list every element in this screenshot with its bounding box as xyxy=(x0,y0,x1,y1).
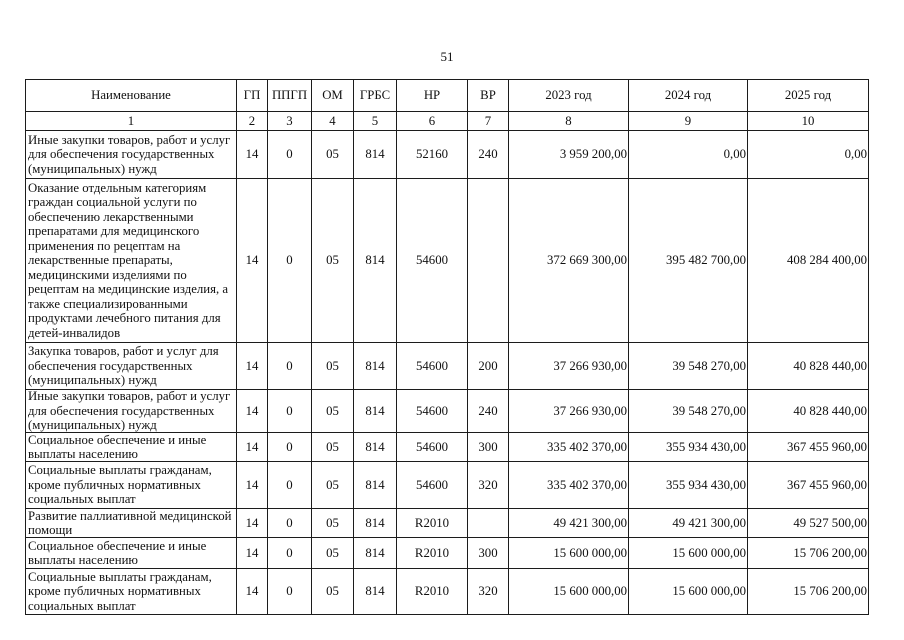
cell-2025: 367 455 960,00 xyxy=(748,462,869,509)
column-number: 4 xyxy=(312,112,354,131)
cell-grbs: 814 xyxy=(354,433,397,462)
cell-om: 05 xyxy=(312,569,354,615)
cell-name: Иные закупки товаров, работ и услуг для обеспечения государственных (муниципальных) нужд xyxy=(26,390,237,433)
cell-ppgp: 0 xyxy=(268,433,312,462)
cell-name: Оказание отдельным категориям граждан социальной услуги по обеспечению лекарственными препаратами для медицинского применения по рецептам на лекарственные препараты, медицинскими изделиями по рецептам на медицинские изделия, а также специализированными продуктами лечебного питания для детей-инвалидов xyxy=(26,179,237,343)
cell-2023: 335 402 370,00 xyxy=(509,462,629,509)
cell-name: Социальные выплаты гражданам, кроме публичных нормативных социальных выплат xyxy=(26,569,237,615)
cell-2024: 355 934 430,00 xyxy=(629,433,748,462)
column-number: 7 xyxy=(468,112,509,131)
cell-nr: R2010 xyxy=(397,538,468,569)
column-header-2024: 2024 год xyxy=(629,80,748,112)
column-header-2025: 2025 год xyxy=(748,80,869,112)
column-number: 8 xyxy=(509,112,629,131)
column-number: 6 xyxy=(397,112,468,131)
cell-grbs: 814 xyxy=(354,179,397,343)
cell-grbs: 814 xyxy=(354,343,397,390)
cell-om: 05 xyxy=(312,179,354,343)
cell-grbs: 814 xyxy=(354,390,397,433)
cell-vr: 300 xyxy=(468,538,509,569)
column-header-nr: НР xyxy=(397,80,468,112)
column-header-gp: ГП xyxy=(237,80,268,112)
cell-2023: 335 402 370,00 xyxy=(509,433,629,462)
cell-2024: 49 421 300,00 xyxy=(629,509,748,538)
cell-name: Развитие паллиативной медицинской помощи xyxy=(26,509,237,538)
cell-nr: 54600 xyxy=(397,343,468,390)
cell-om: 05 xyxy=(312,433,354,462)
cell-2024: 0,00 xyxy=(629,131,748,179)
cell-om: 05 xyxy=(312,343,354,390)
column-number: 2 xyxy=(237,112,268,131)
cell-name: Социальное обеспечение и иные выплаты населению xyxy=(26,433,237,462)
cell-2023: 49 421 300,00 xyxy=(509,509,629,538)
column-number: 9 xyxy=(629,112,748,131)
column-header-vr: ВР xyxy=(468,80,509,112)
cell-ppgp: 0 xyxy=(268,569,312,615)
cell-2024: 15 600 000,00 xyxy=(629,538,748,569)
cell-vr: 320 xyxy=(468,569,509,615)
cell-nr: R2010 xyxy=(397,569,468,615)
cell-2023: 15 600 000,00 xyxy=(509,538,629,569)
cell-grbs: 814 xyxy=(354,131,397,179)
cell-gp: 14 xyxy=(237,131,268,179)
cell-om: 05 xyxy=(312,462,354,509)
cell-ppgp: 0 xyxy=(268,131,312,179)
budget-table xyxy=(25,79,869,615)
cell-om: 05 xyxy=(312,538,354,569)
cell-gp: 14 xyxy=(237,509,268,538)
cell-gp: 14 xyxy=(237,390,268,433)
cell-om: 05 xyxy=(312,131,354,179)
cell-2025: 367 455 960,00 xyxy=(748,433,869,462)
column-number: 5 xyxy=(354,112,397,131)
cell-name: Закупка товаров, работ и услуг для обеспечения государственных (муниципальных) нужд xyxy=(26,343,237,390)
cell-name: Социальные выплаты гражданам, кроме публичных нормативных социальных выплат xyxy=(26,462,237,509)
cell-nr: 54600 xyxy=(397,179,468,343)
cell-gp: 14 xyxy=(237,343,268,390)
cell-2023: 15 600 000,00 xyxy=(509,569,629,615)
cell-ppgp: 0 xyxy=(268,538,312,569)
cell-2025: 40 828 440,00 xyxy=(748,390,869,433)
column-number: 3 xyxy=(268,112,312,131)
cell-nr: R2010 xyxy=(397,509,468,538)
cell-ppgp: 0 xyxy=(268,343,312,390)
cell-ppgp: 0 xyxy=(268,390,312,433)
cell-ppgp: 0 xyxy=(268,509,312,538)
cell-ppgp: 0 xyxy=(268,179,312,343)
cell-2025: 49 527 500,00 xyxy=(748,509,869,538)
cell-gp: 14 xyxy=(237,179,268,343)
column-header-om: ОМ xyxy=(312,80,354,112)
cell-vr: 240 xyxy=(468,131,509,179)
cell-gp: 14 xyxy=(237,569,268,615)
cell-grbs: 814 xyxy=(354,538,397,569)
cell-2023: 3 959 200,00 xyxy=(509,131,629,179)
column-header-2023: 2023 год xyxy=(509,80,629,112)
cell-vr xyxy=(468,509,509,538)
cell-nr: 54600 xyxy=(397,433,468,462)
column-header-ppgp: ППГП xyxy=(268,80,312,112)
column-number: 10 xyxy=(748,112,869,131)
page-number: 51 xyxy=(440,49,454,64)
cell-2025: 0,00 xyxy=(748,131,869,179)
cell-vr: 240 xyxy=(468,390,509,433)
cell-name: Иные закупки товаров, работ и услуг для обеспечения государственных (муниципальных) нужд xyxy=(26,131,237,179)
cell-2023: 372 669 300,00 xyxy=(509,179,629,343)
cell-2024: 39 548 270,00 xyxy=(629,343,748,390)
cell-grbs: 814 xyxy=(354,462,397,509)
cell-2025: 15 706 200,00 xyxy=(748,569,869,615)
cell-gp: 14 xyxy=(237,433,268,462)
cell-2025: 40 828 440,00 xyxy=(748,343,869,390)
cell-2023: 37 266 930,00 xyxy=(509,390,629,433)
cell-om: 05 xyxy=(312,390,354,433)
cell-nr: 52160 xyxy=(397,131,468,179)
cell-gp: 14 xyxy=(237,462,268,509)
cell-om: 05 xyxy=(312,509,354,538)
cell-vr: 200 xyxy=(468,343,509,390)
cell-2025: 15 706 200,00 xyxy=(748,538,869,569)
cell-ppgp: 0 xyxy=(268,462,312,509)
cell-vr xyxy=(468,179,509,343)
cell-2024: 395 482 700,00 xyxy=(629,179,748,343)
cell-2024: 39 548 270,00 xyxy=(629,390,748,433)
cell-2023: 37 266 930,00 xyxy=(509,343,629,390)
cell-nr: 54600 xyxy=(397,462,468,509)
cell-name: Социальное обеспечение и иные выплаты населению xyxy=(26,538,237,569)
cell-nr: 54600 xyxy=(397,390,468,433)
cell-2024: 15 600 000,00 xyxy=(629,569,748,615)
cell-grbs: 814 xyxy=(354,509,397,538)
column-number: 1 xyxy=(26,112,237,131)
cell-2024: 355 934 430,00 xyxy=(629,462,748,509)
cell-vr: 300 xyxy=(468,433,509,462)
cell-2025: 408 284 400,00 xyxy=(748,179,869,343)
column-header-name: Наименование xyxy=(26,80,237,112)
column-header-grbs: ГРБС xyxy=(354,80,397,112)
cell-grbs: 814 xyxy=(354,569,397,615)
cell-gp: 14 xyxy=(237,538,268,569)
cell-vr: 320 xyxy=(468,462,509,509)
